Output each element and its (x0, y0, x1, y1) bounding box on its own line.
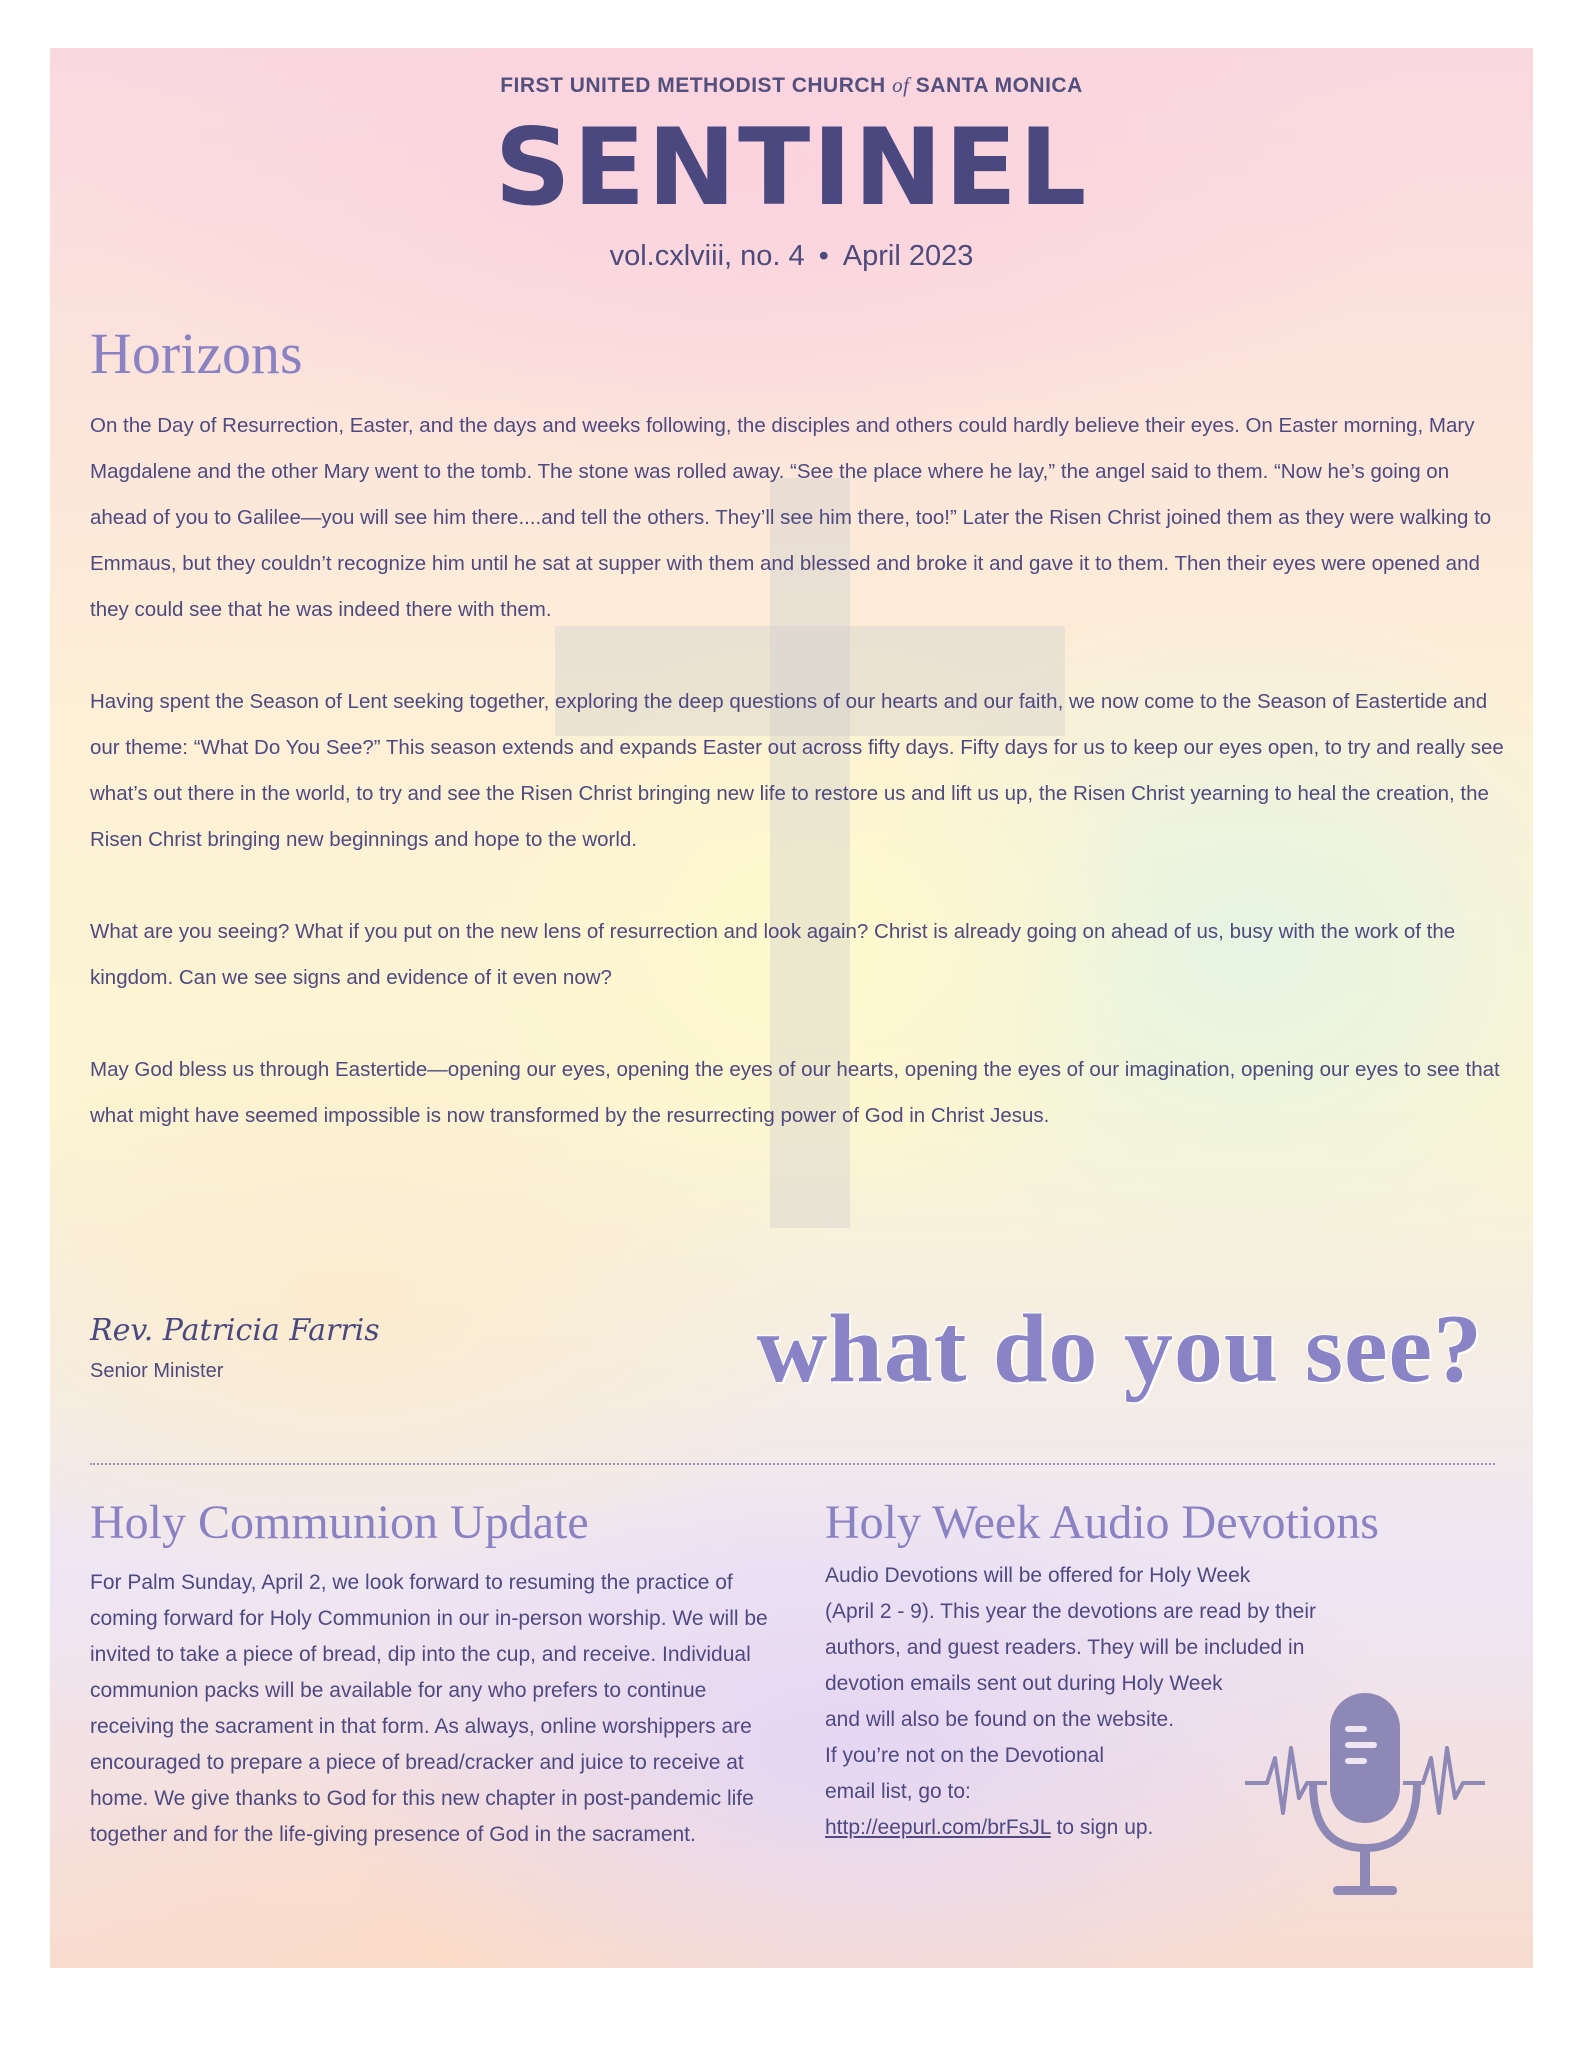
microphone-icon (1245, 1688, 1485, 1908)
audio-line: If you’re not on the Devotional (825, 1744, 1105, 1767)
audio-line: email list, go to: (825, 1780, 971, 1803)
audio-line: Audio Devotions will be offered for Holy Week (825, 1564, 1251, 1587)
horizons-paragraph: May God bless us through Eastertide—opening our eyes, opening the eyes of our hearts, opening the eyes of our imagination, opening our eyes to see that what might have seemed impossible is now transformed by the resurrecting power of God in Christ Jesus. (90, 1058, 1500, 1127)
church-name: FIRST UNITED METHODIST CHURCH of SANTA MONICA (500, 73, 1083, 97)
horizons-article (90, 403, 1510, 1185)
newsletter-title: SENTINEL (494, 106, 1089, 229)
issue-info (50, 240, 1533, 273)
signature: Rev. Patricia Farris (90, 1313, 380, 1348)
signature-role: Senior Minister (90, 1360, 224, 1382)
horizons-paragraph: What are you seeing? What if you put on the new lens of resurrection and look again? Christ is already going on ahead of us, busy with the work of the kingdom. Can we see signs and evidence of it even now? (90, 920, 1456, 989)
communion-body: For Palm Sunday, April 2, we look forward to resuming the practice of coming forward for Holy Communion in our in-person worship. We will be invited to take a piece of bread, dip into the cup, and receive. Individual communion packs will be available for any who prefers to continue receiving the sacrament in that form. As always, online worshippers are encouraged to prepare a piece of bread/cracker and juice to receive at home. We give thanks to God for this new chapter in post-pandemic life together and for the life-giving presence of God in the sacrament. (90, 1571, 768, 1846)
horizons-heading: Horizons (90, 321, 303, 386)
audio-line: authors, and guest readers. They will be included in (825, 1636, 1305, 1659)
devotional-signup-link[interactable]: http://eepurl.com/brFsJL (825, 1816, 1051, 1839)
audio-line: devotion emails sent out during Holy Week (825, 1672, 1223, 1695)
issue-volume: vol.cxlviii, no. 4 (609, 240, 805, 272)
audio-line: and will also be found on the website. (825, 1708, 1175, 1731)
horizons-paragraph: On the Day of Resurrection, Easter, and the days and weeks following, the disciples and others could hardly believe their eyes. On Easter morning, Mary Magdalene and the other Mary went to the tomb. The stone was rolled away. “See the place where he lay,” the angel said to them. “Now he’s going on ahead of you to Galilee—you will see him there....and tell the others. They’ll see him there, too!” Later the Risen Christ joined them as they were walking to Emmaus, but they couldn’t recognize him until he sat at supper with them and blessed and broke it and gave it to them. Then their eyes were opened and they could see that he was indeed there with them. (90, 414, 1492, 621)
signup-suffix: to sign up. (1050, 1816, 1154, 1839)
theme-tagline: what do you see? (756, 1295, 1483, 1403)
newsletter-page (50, 48, 1533, 1968)
communion-heading: Holy Communion Update (90, 1496, 589, 1549)
section-divider (90, 1463, 1495, 1465)
horizons-paragraph: Having spent the Season of Lent seeking together, exploring the deep questions of our hearts and our faith, we now come to the Season of Eastertide and our theme: “What Do You See?” This season extends and expands Easter out across fifty days. Fifty days for us to keep our eyes open, to try and really see what’s out there in the world, to try and see the Risen Christ bringing new life to restore us and lift us up, the Risen Christ yearning to heal the creation, the Risen Christ bringing new beginnings and hope to the world. (90, 690, 1504, 851)
issue-date: April 2023 (842, 240, 974, 272)
issue-separator: • (818, 240, 829, 272)
audio-line: (April 2 - 9). This year the devotions are read by their (825, 1600, 1317, 1623)
audio-heading: Holy Week Audio Devotions (825, 1496, 1379, 1549)
